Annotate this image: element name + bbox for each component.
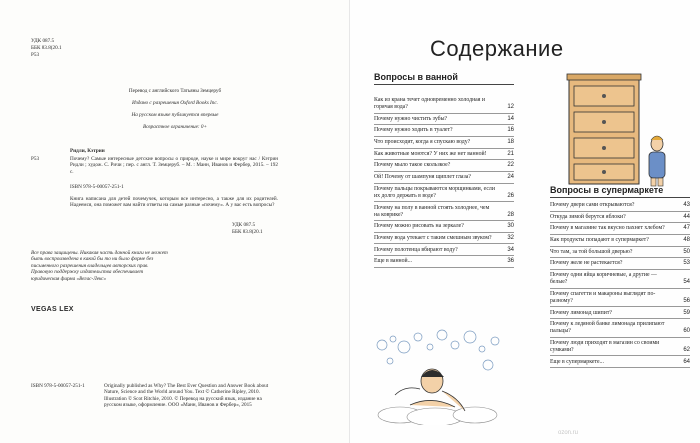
- section-supermarket-rule: [550, 197, 690, 198]
- contents-title: Содержание: [430, 36, 564, 61]
- toc-item[interactable]: Еще в ванной... 36: [374, 258, 514, 268]
- age-rating: Возрастное ограничение: 0+: [142, 124, 208, 130]
- toc-item[interactable]: Почему лимонад шипит? 59: [550, 310, 690, 320]
- permission-note: Издано с разрешения Oxford Books Inc.: [132, 100, 218, 106]
- contents-page: [350, 0, 700, 443]
- footer-isbn: ISBN 978-5-00057-251-1: [31, 383, 85, 389]
- toc-item[interactable]: Что там, за той большой дверью? 50: [550, 249, 690, 259]
- toc-item[interactable]: Почему одни яйца коричневые, а другие — белые? 54: [550, 272, 690, 289]
- toc-item[interactable]: Почему люди приходят в магазин со своими сумками? 62: [550, 340, 690, 357]
- toc-item[interactable]: Почему пальцы покрываются морщинками, если их долго держать в воде? 26: [374, 186, 514, 203]
- udk-code: УДК 087.5: [31, 38, 55, 44]
- toc-item[interactable]: Ой! Почему от шампуня щиплет глаза? 24: [374, 174, 514, 184]
- toc-item[interactable]: Еще в супермаркете... 64: [550, 359, 690, 369]
- r-code: Р53: [31, 52, 40, 58]
- section-supermarket-heading: Вопросы в супермаркете: [550, 185, 664, 195]
- isbn-main: ISBN 978-5-00057-251-1: [70, 184, 124, 190]
- annotation: Книга написана для детей почемучек, которым все интересно, а также для их родителей. Надеемся, она поможет вам найти ответы на самые разные «почему». А у вас есть вопросы?: [70, 196, 278, 209]
- toc-item[interactable]: Как продукты попадают в супермаркет? 48: [550, 237, 690, 247]
- watermark: ozon.ru: [558, 430, 579, 436]
- toc-item[interactable]: Как животные моются? У них же нет ванной! 21: [374, 151, 514, 161]
- toc-item[interactable]: Почему к ледяной банке лимонада прилипают пальцы? 60: [550, 321, 690, 338]
- toc-item[interactable]: Почему можно рисовать на зеркале? 30: [374, 223, 514, 233]
- bbk-code-2: ББК 83.8(20.1: [232, 229, 263, 235]
- toc-item[interactable]: Как из крана течет одновременно холодная и горячая вода? 12: [374, 97, 514, 114]
- bath-illustration: [360, 325, 510, 425]
- toc-item[interactable]: Почему желе не растекается? 53: [550, 260, 690, 270]
- toc-item[interactable]: Почему вода утекает с таким смешным звуком? 32: [374, 235, 514, 245]
- section-bathroom-heading: Вопросы в ванной: [374, 72, 458, 82]
- catalog-text: Почему? Самые интересные детские вопросы о природе, науке и мире вокруг нас / Кэтрин Ридли ; худож. С. Ричи ; пер. с англ. Т. Земцеруб. – М. : Манн, Иванов и Фербер, 2015. – 192 с.: [70, 156, 278, 175]
- toc-item[interactable]: Что происходит, когда я спускаю воду? 18: [374, 139, 514, 149]
- toc-item[interactable]: Откуда зимой берутся яблоки? 44: [550, 214, 690, 224]
- section-bathroom-rule: [374, 84, 514, 85]
- udk-code-2: УДК 087.5: [232, 222, 256, 228]
- translation-credit: Перевод с английского Татьяны Земцеруб: [128, 88, 222, 94]
- toc-item[interactable]: Почему спагетти и макароны выглядят по-разному? 56: [550, 291, 690, 308]
- author-name: Ридли, Кэтрин: [70, 148, 105, 154]
- vegas-lex-logo: VEGAS LEX: [31, 306, 74, 313]
- rights-notice: Все права защищены. Никакая часть данной книги не может быть воспроизведена в какой бы то ни было форме без письменного разрешения владельцев авторских прав. Правовую поддержку издательства обеспечивает юридическая фирма «Вегас-Лекс»: [31, 250, 168, 282]
- toc-item[interactable]: Почему мыло такое скользкое? 22: [374, 162, 514, 172]
- dresser-illustration: [565, 72, 673, 192]
- first-published-note: На русском языке публикуется впервые: [131, 112, 219, 118]
- toc-item[interactable]: Почему двери сами открываются? 43: [550, 202, 690, 212]
- footer-credits: Originally published as Why? The Best Ever Question and Answer Book about Nature, Science and the World around You. Text © Catherine Ripley, 2010. Illustration © Scot Ritchie, 2010. © Перевод на русский язык, издание на русском языке, оформление. ООО «Манн, Иванов и Фербер», 2015: [104, 383, 269, 409]
- toc-item[interactable]: Почему в магазине так вкусно пахнет хлебом? 47: [550, 225, 690, 235]
- toc-bathroom: [374, 97, 514, 270]
- toc-item[interactable]: Почему полотенца вбирают воду? 34: [374, 247, 514, 257]
- catalog-code: Р53: [31, 156, 40, 162]
- toc-item[interactable]: Почему нужно ходить в туалет? 16: [374, 127, 514, 137]
- toc-item[interactable]: Почему на полу в ванной стоять холоднее, чем на коврике? 28: [374, 205, 514, 222]
- toc-supermarket: [550, 202, 690, 370]
- toc-item[interactable]: Почему нужно чистить зубы? 14: [374, 116, 514, 126]
- bbk-code: ББК 83.8(20.1: [31, 45, 62, 51]
